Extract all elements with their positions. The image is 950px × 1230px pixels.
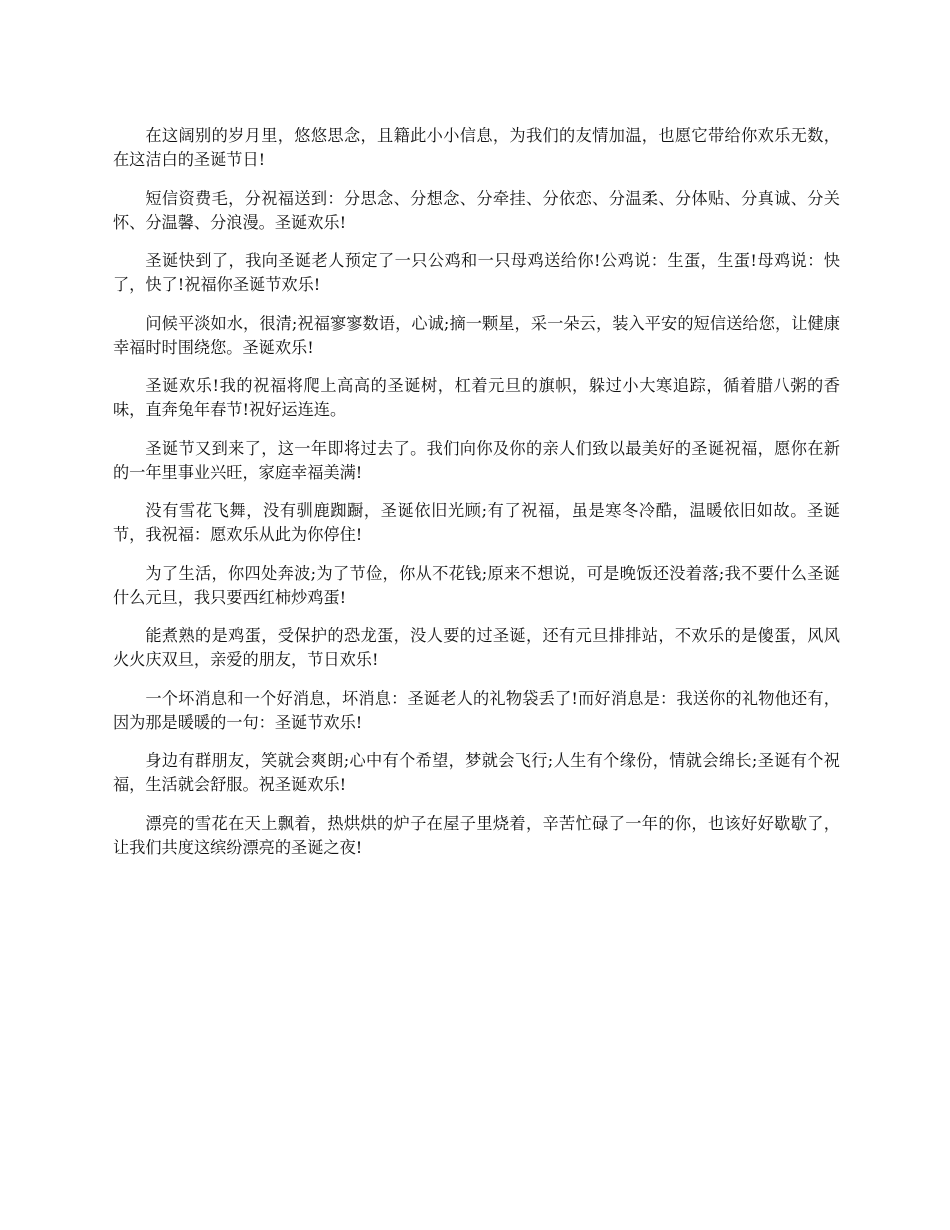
paragraph-5: 圣诞欢乐!我的祝福将爬上高高的圣诞树，杠着元旦的旗帜，躲过小大寒追踪，循着腊八粥的香味，直奔兔年春节!祝好运连连。 bbox=[113, 376, 840, 419]
document-body bbox=[113, 124, 840, 874]
paragraph-11: 身边有群朋友，笑就会爽朗;心中有个希望，梦就会飞行;人生有个缘份，情就会绵长;圣诞有个祝福，生活就会舒服。祝圣诞欢乐! bbox=[113, 751, 840, 794]
paragraph-2: 短信资费毛，分祝福送到：分思念、分想念、分牵挂、分依恋、分温柔、分体贴、分真诚、分关怀、分温馨、分浪漫。圣诞欢乐! bbox=[113, 188, 840, 232]
paragraph-10: 一个坏消息和一个好消息，坏消息：圣诞老人的礼物袋丢了!而好消息是：我送你的礼物他还有，因为那是暖暖的一句：圣诞节欢乐! bbox=[113, 688, 840, 732]
paragraph-1: 在这阔别的岁月里，悠悠思念，且籍此小小信息，为我们的友情加温，也愿它带给你欢乐无数，在这洁白的圣诞节日! bbox=[113, 126, 840, 169]
paragraph-8: 为了生活，你四处奔波;为了节俭，你从不花钱;原来不想说，可是晚饭还没着落;我不要什么圣诞什么元旦，我只要西红柿炒鸡蛋! bbox=[113, 563, 840, 607]
paragraph-6: 圣诞节又到来了，这一年即将过去了。我们向你及你的亲人们致以最美好的圣诞祝福，愿你在新的一年里事业兴旺，家庭幸福美满! bbox=[113, 438, 840, 482]
paragraph-3: 圣诞快到了，我向圣诞老人预定了一只公鸡和一只母鸡送给你!公鸡说：生蛋，生蛋!母鸡说：快了，快了!祝福你圣诞节欢乐! bbox=[113, 251, 840, 294]
paragraph-9: 能煮熟的是鸡蛋，受保护的恐龙蛋，没人要的过圣诞，还有元旦排排站，不欢乐的是傻蛋，风风火火庆双旦，亲爱的朋友，节日欢乐! bbox=[113, 626, 840, 669]
paragraph-12: 漂亮的雪花在天上飘着，热烘烘的炉子在屋子里烧着，辛苦忙碌了一年的你，也该好好歇歇了，让我们共度这缤纷漂亮的圣诞之夜! bbox=[113, 813, 840, 857]
paragraph-4: 问候平淡如水，很清;祝福寥寥数语，心诚;摘一颗星，采一朵云，装入平安的短信送给您，让健康幸福时时围绕您。圣诞欢乐! bbox=[113, 313, 840, 357]
paragraph-7: 没有雪花飞舞，没有驯鹿踟蹰，圣诞依旧光顾;有了祝福，虽是寒冬冷酷，温暖依旧如故。圣诞节，我祝福：愿欢乐从此为你停住! bbox=[113, 501, 840, 544]
